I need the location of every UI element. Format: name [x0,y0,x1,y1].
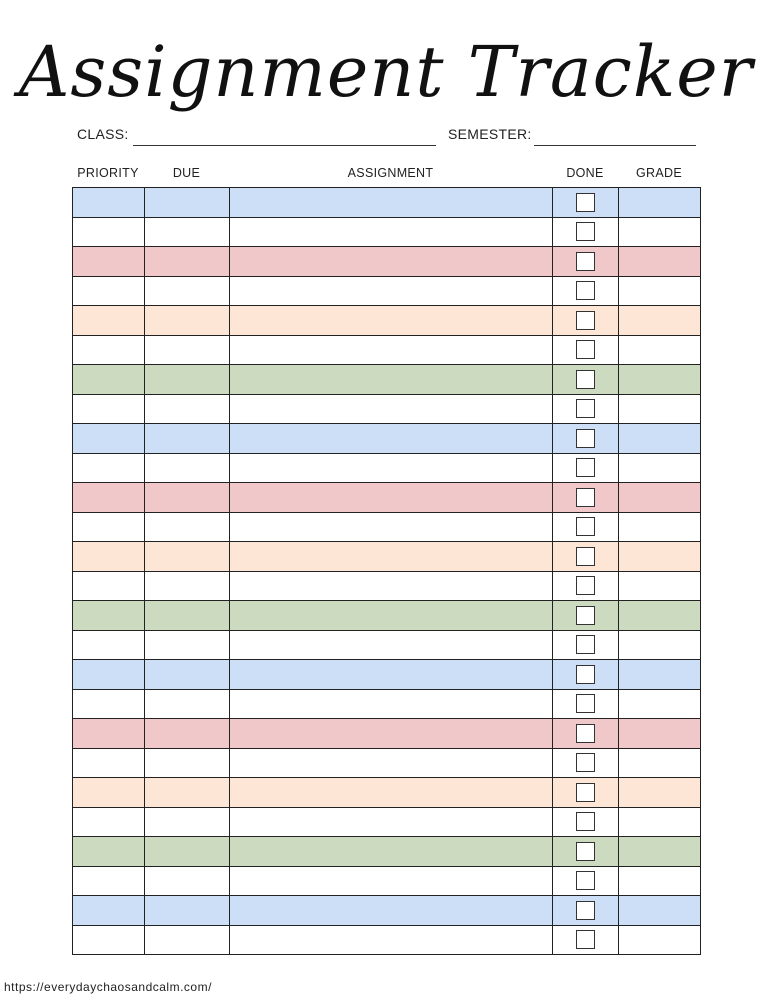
priority-cell[interactable] [73,512,145,542]
assignment-cell[interactable] [230,217,553,247]
grade-cell[interactable] [619,542,701,572]
done-cell [553,630,619,660]
grade-cell[interactable] [619,630,701,660]
done-cell [553,306,619,336]
table-row [73,660,701,690]
column-header-grade: GRADE [636,166,682,180]
done-checkbox[interactable] [576,930,595,949]
due-cell[interactable] [145,719,230,749]
column-header-assignment: ASSIGNMENT [347,166,434,180]
done-checkbox[interactable] [576,606,595,625]
grade-cell[interactable] [619,896,701,926]
grade-cell[interactable] [619,247,701,277]
done-cell [553,866,619,896]
grade-cell[interactable] [619,837,701,867]
grade-cell[interactable] [619,512,701,542]
priority-cell[interactable] [73,660,145,690]
assignment-cell[interactable] [230,424,553,454]
done-checkbox[interactable] [576,576,595,595]
done-cell [553,483,619,513]
grade-cell[interactable] [619,571,701,601]
table-row [73,719,701,749]
page-title [0,26,773,131]
grade-cell[interactable] [619,424,701,454]
priority-cell[interactable] [73,335,145,365]
done-checkbox[interactable] [576,252,595,271]
done-checkbox[interactable] [576,370,595,389]
grade-cell[interactable] [619,807,701,837]
grade-cell[interactable] [619,276,701,306]
assignment-cell[interactable] [230,365,553,395]
table-row [73,837,701,867]
priority-cell[interactable] [73,630,145,660]
table-row [73,778,701,808]
done-checkbox[interactable] [576,724,595,743]
done-cell [553,689,619,719]
priority-cell[interactable] [73,217,145,247]
done-checkbox[interactable] [576,193,595,212]
done-cell [553,748,619,778]
table-row [73,188,701,218]
due-cell[interactable] [145,660,230,690]
due-cell[interactable] [145,188,230,218]
table-row [73,896,701,926]
grade-cell[interactable] [619,689,701,719]
assignment-cell[interactable] [230,306,553,336]
grade-cell[interactable] [619,217,701,247]
table-row [73,748,701,778]
done-cell [553,778,619,808]
class-input-line[interactable] [133,145,436,146]
grade-cell[interactable] [619,306,701,336]
assignment-table [72,187,701,955]
grade-cell[interactable] [619,660,701,690]
table-row [73,807,701,837]
due-cell[interactable] [145,689,230,719]
assignment-cell[interactable] [230,483,553,513]
assignment-cell[interactable] [230,276,553,306]
assignment-cell[interactable] [230,660,553,690]
due-cell[interactable] [145,365,230,395]
column-header-due: DUE [172,166,201,180]
table-row [73,866,701,896]
done-cell [553,424,619,454]
done-cell [553,335,619,365]
done-cell [553,365,619,395]
priority-cell[interactable] [73,394,145,424]
done-cell [553,453,619,483]
done-checkbox[interactable] [576,842,595,861]
due-cell[interactable] [145,571,230,601]
done-checkbox[interactable] [576,399,595,418]
table-row [73,453,701,483]
due-cell[interactable] [145,601,230,631]
due-cell[interactable] [145,247,230,277]
due-cell[interactable] [145,453,230,483]
grade-cell[interactable] [619,748,701,778]
grade-cell[interactable] [619,483,701,513]
assignment-cell[interactable] [230,748,553,778]
due-cell[interactable] [145,276,230,306]
priority-cell[interactable] [73,837,145,867]
priority-cell[interactable] [73,778,145,808]
table-row [73,394,701,424]
done-checkbox[interactable] [576,901,595,920]
grade-cell[interactable] [619,335,701,365]
table-row [73,247,701,277]
done-checkbox[interactable] [576,488,595,507]
priority-cell[interactable] [73,689,145,719]
due-cell[interactable] [145,807,230,837]
grade-cell[interactable] [619,778,701,808]
grade-cell[interactable] [619,719,701,749]
done-checkbox[interactable] [576,281,595,300]
assignment-cell[interactable] [230,188,553,218]
done-checkbox[interactable] [576,429,595,448]
done-cell [553,601,619,631]
done-cell [553,660,619,690]
done-cell [553,394,619,424]
title-text: Assignment Tracker [18,31,754,113]
grade-cell[interactable] [619,188,701,218]
done-checkbox[interactable] [576,665,595,684]
grade-cell[interactable] [619,453,701,483]
semester-input-line[interactable] [534,145,696,146]
priority-cell[interactable] [73,719,145,749]
assignment-cell[interactable] [230,837,553,867]
done-checkbox[interactable] [576,547,595,566]
grade-cell[interactable] [619,925,701,955]
due-cell[interactable] [145,483,230,513]
column-header-priority: PRIORITY [77,166,139,180]
footer-url: https://everydaychaosandcalm.com/ [4,980,212,994]
priority-cell[interactable] [73,424,145,454]
table-row [73,217,701,247]
assignment-cell[interactable] [230,925,553,955]
grade-cell[interactable] [619,365,701,395]
priority-cell[interactable] [73,188,145,218]
due-cell[interactable] [145,778,230,808]
table-row [73,512,701,542]
priority-cell[interactable] [73,601,145,631]
assignment-cell[interactable] [230,778,553,808]
done-cell [553,571,619,601]
grade-cell[interactable] [619,866,701,896]
assignment-cell[interactable] [230,542,553,572]
grade-cell[interactable] [619,394,701,424]
priority-cell[interactable] [73,276,145,306]
assignment-cell[interactable] [230,571,553,601]
due-cell[interactable] [145,512,230,542]
done-cell [553,512,619,542]
assignment-cell[interactable] [230,689,553,719]
table-row [73,542,701,572]
priority-cell[interactable] [73,571,145,601]
done-cell [553,807,619,837]
assignment-cell[interactable] [230,247,553,277]
priority-cell[interactable] [73,807,145,837]
table-row [73,424,701,454]
priority-cell[interactable] [73,483,145,513]
due-cell[interactable] [145,837,230,867]
due-cell[interactable] [145,217,230,247]
priority-cell[interactable] [73,896,145,926]
done-checkbox[interactable] [576,871,595,890]
assignment-cell[interactable] [230,896,553,926]
priority-cell[interactable] [73,748,145,778]
priority-cell[interactable] [73,866,145,896]
assignment-cell[interactable] [230,512,553,542]
table-row [73,630,701,660]
due-cell[interactable] [145,630,230,660]
priority-cell[interactable] [73,453,145,483]
due-cell[interactable] [145,542,230,572]
done-checkbox[interactable] [576,783,595,802]
done-checkbox[interactable] [576,517,595,536]
assignment-cell[interactable] [230,601,553,631]
done-cell [553,542,619,572]
done-checkbox[interactable] [576,222,595,241]
due-cell[interactable] [145,925,230,955]
done-checkbox[interactable] [576,635,595,654]
done-cell [553,925,619,955]
done-cell [553,247,619,277]
table-row [73,483,701,513]
due-cell[interactable] [145,896,230,926]
done-cell [553,896,619,926]
assignment-cell[interactable] [230,719,553,749]
table-row [73,601,701,631]
done-checkbox[interactable] [576,812,595,831]
table-row [73,571,701,601]
done-checkbox[interactable] [576,753,595,772]
done-checkbox[interactable] [576,340,595,359]
due-cell[interactable] [145,335,230,365]
done-checkbox[interactable] [576,694,595,713]
assignment-cell[interactable] [230,807,553,837]
table-row [73,276,701,306]
due-cell[interactable] [145,748,230,778]
due-cell[interactable] [145,394,230,424]
assignment-cell[interactable] [230,453,553,483]
done-cell [553,276,619,306]
class-label: CLASS: [77,126,129,142]
table-row [73,365,701,395]
table-row [73,925,701,955]
done-checkbox[interactable] [576,458,595,477]
semester-label: SEMESTER: [448,126,532,142]
column-header-done: DONE [566,166,604,180]
assignment-cell[interactable] [230,866,553,896]
done-cell [553,217,619,247]
assignment-cell[interactable] [230,394,553,424]
assignment-cell[interactable] [230,335,553,365]
table-row [73,689,701,719]
grade-cell[interactable] [619,601,701,631]
done-cell [553,837,619,867]
done-cell [553,188,619,218]
done-cell [553,719,619,749]
priority-cell[interactable] [73,247,145,277]
priority-cell[interactable] [73,306,145,336]
due-cell[interactable] [145,306,230,336]
table-row [73,306,701,336]
due-cell[interactable] [145,424,230,454]
priority-cell[interactable] [73,365,145,395]
assignment-cell[interactable] [230,630,553,660]
done-checkbox[interactable] [576,311,595,330]
priority-cell[interactable] [73,542,145,572]
priority-cell[interactable] [73,925,145,955]
due-cell[interactable] [145,866,230,896]
table-row [73,335,701,365]
